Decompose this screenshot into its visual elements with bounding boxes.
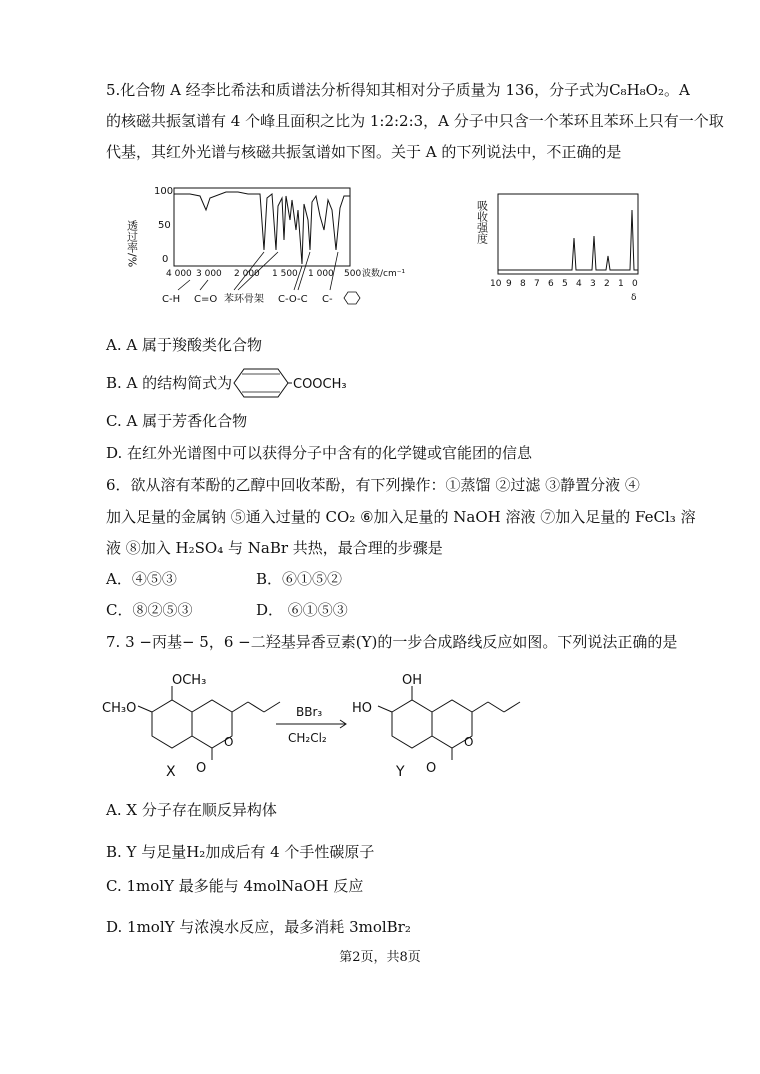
ir-band-coc: C-O-C [278,294,308,305]
q7-option-c: C. 1molY 最多能与 4molNaOH 反应 [106,877,364,895]
ir-band-ch: C-H [162,294,181,305]
q5-option-b-prefix: B. A 的结构简式为 [106,374,233,392]
nmr-trace [498,210,638,270]
benzene-ring-icon [234,369,288,397]
q5-line-2: 的核磁共振氢谱有 4 个峰且面积之比为 1:2:2:3，A 分子中只含一个苯环且苯环上只有一个取 [106,112,724,130]
q6-option-a: A．④⑤③ [106,570,177,588]
nmr-xtick-4: 4 [576,279,582,289]
nmr-xunit: δ [631,293,637,303]
y-carbonyl-o: O [426,761,437,776]
nmr-xtick-5: 5 [562,279,568,289]
nmr-xtick-8: 8 [520,279,526,289]
nmr-x-axis [490,279,638,303]
reagent-ch2cl2: CH₂Cl₂ [288,731,327,745]
page-footer: 第2页，共8页 [339,950,421,965]
nmr-xtick-1: 1 [618,279,624,289]
q7-option-b: B. Y 与足量H₂加成后有 4 个手性碳原子 [106,843,375,861]
y-label: Y [396,764,405,780]
q7-option-a: A. X 分子存在顺反异构体 [106,801,277,819]
ir-y-100: 100 [154,186,174,197]
nmr-spectrum-figure [476,186,656,316]
nmr-xtick-9: 9 [506,279,512,289]
nmr-xtick-6: 6 [548,279,554,289]
q6-line-2: 加入足量的金属钠 ⑤通入过量的 CO₂ ⑥加入足量的 NaOH 溶液 ⑦加入足量的 FeCl₃ 溶 [106,508,696,526]
ir-xtick-4: 1 500 [272,269,298,279]
q5-option-d: D. 在红外光谱图中可以获得分子中含有的化学键或官能团的信息 [106,444,533,462]
ir-xtick-2: 3 000 [196,269,222,279]
ir-xtick-3: 2 000 [234,269,260,279]
q5-option-b-group: COOCH₃ [293,377,347,392]
ir-y-0: 0 [162,254,169,265]
ir-ylabel: 透过率/% [125,220,139,268]
nmr-xtick-2: 2 [604,279,610,289]
ir-y-50: 50 [158,220,171,231]
x-ring-o: O [224,735,234,749]
q6-option-b: B．⑥①⑤② [256,570,343,588]
x-carbonyl-o: O [196,761,207,776]
x-ome-top: OCH₃ [172,673,207,688]
reagent-bbr3: BBr₃ [296,705,323,719]
ir-band-ring: 苯环骨架 [224,294,264,305]
ir-xtick-6: 500 [344,269,362,279]
q5-line-1: 5.化合物 A 经李比希法和质谱法分析得知其相对分子质量为 136，分子式为C₈H₈O₂。A [106,81,690,99]
ir-xunit: 波数/cm⁻¹ [362,269,406,279]
nmr-xtick-0: 0 [632,279,638,289]
nmr-ylabel: 吸收强度 [475,200,489,244]
q5-option-c: C. A 属于芳香化合物 [106,412,248,430]
molecule-x [102,673,280,780]
x-ome-left: CH₃O [102,701,137,716]
nmr-xtick-3: 3 [590,279,596,289]
x-label: X [166,764,176,780]
ir-xtick-5: 1 000 [308,269,334,279]
q6-option-c: C．⑧②⑤③ [106,601,193,619]
q6-line-1: 6．欲从溶有苯酚的乙醇中回收苯酚，有下列操作：①蒸馏 ②过滤 ③静置分液 ④ [106,476,640,494]
y-ring-o: O [464,735,474,749]
q7-reaction-scheme [100,672,530,782]
q7-option-d: D. 1molY 与浓溴水反应，最多消耗 3molBr₂ [106,918,411,936]
ir-xtick-1: 4 000 [166,269,192,279]
q7-line-1: 7. 3 −丙基− 5，6 −二羟基异香豆素(Y)的一步合成路线反应如图。下列说法正确的是 [106,633,678,651]
q5-option-a: A. A 属于羧酸类化合物 [106,336,262,354]
y-oh-left: HO [352,701,373,716]
y-oh-top: OH [402,673,423,688]
ir-spectrum-figure [125,180,420,310]
benzene-icon [344,292,360,304]
q5-line-3: 代基，其红外光谱与核磁共振氢谱如下图。关于 A 的下列说法中，不正确的是 [106,143,622,161]
q6-line-3: 液 ⑧加入 H₂SO₄ 与 NaBr 共热，最合理的步骤是 [106,539,443,557]
q5-option-b-structure [232,366,360,400]
nmr-xtick-10: 10 [490,279,502,289]
molecule-y [352,673,520,780]
ir-trace [174,192,350,264]
nmr-frame [498,194,638,274]
reaction-arrow [276,705,346,745]
ir-band-co: C=O [194,294,218,305]
q6-option-d: D． ⑥①⑤③ [256,601,348,619]
ir-band-c-ph: C- [322,294,333,305]
nmr-xtick-7: 7 [534,279,540,289]
